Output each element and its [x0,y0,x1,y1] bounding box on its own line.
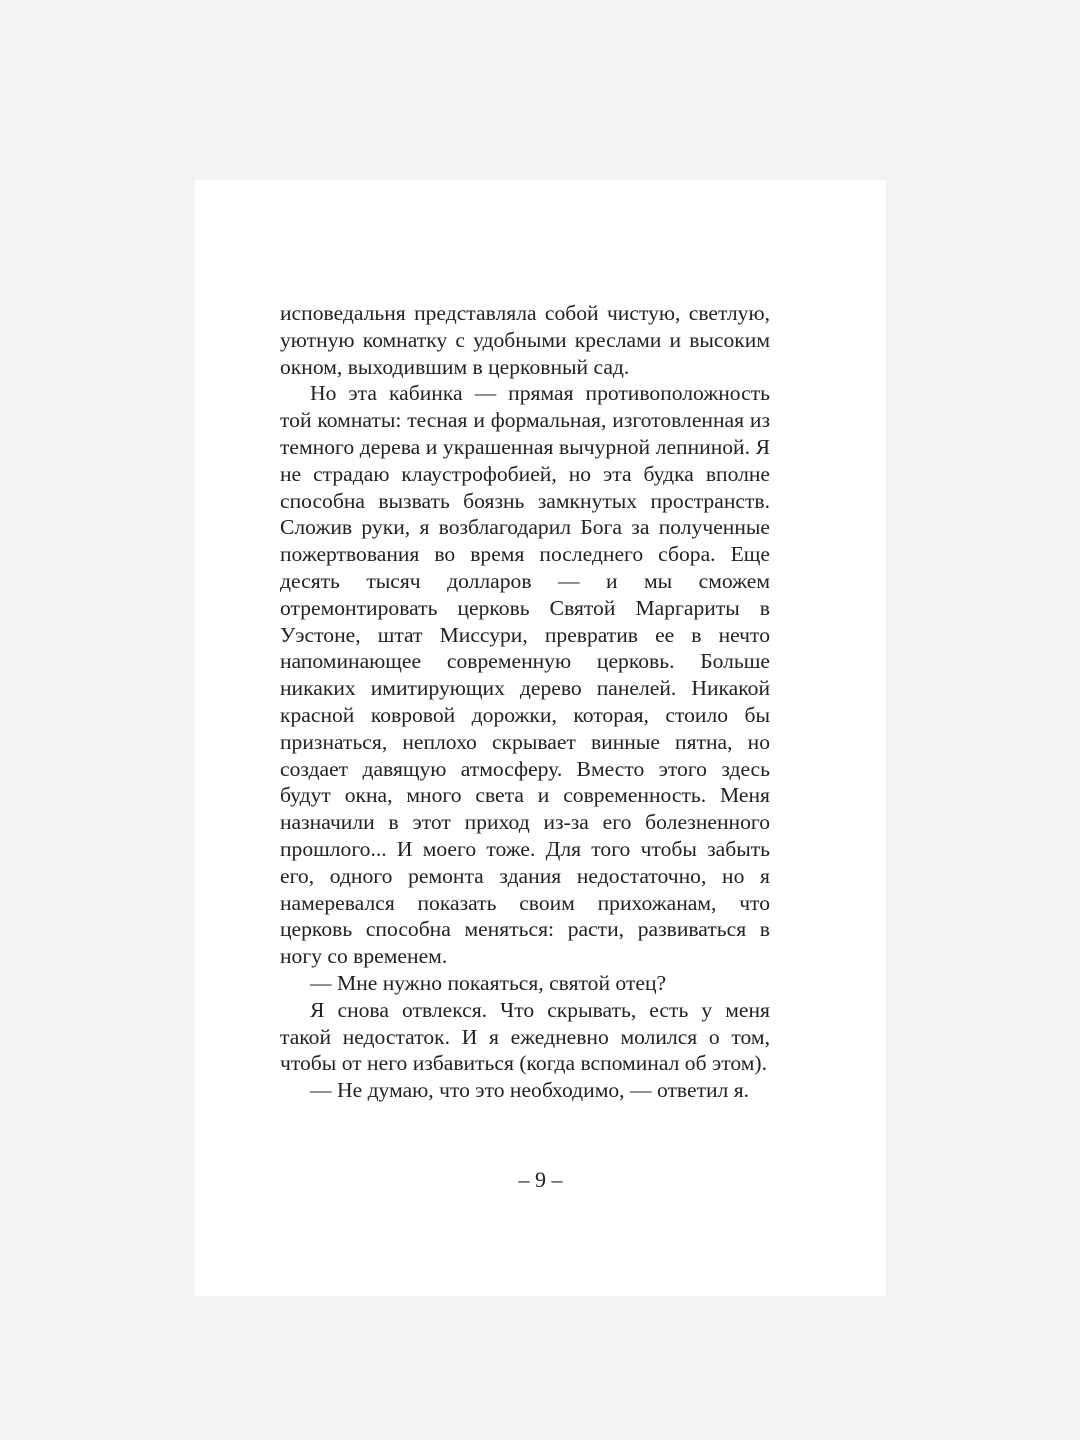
paragraph-2: Но эта кабинка — прямая противоположность той комнаты: тесная и формальная, изготовленная из темного дерева и украшенная вычурной лепниной. Я не страдаю клаустрофобией, но эта будка вполне способна вызвать боязнь замкнутых пространств. Сложив руки, я возблагодарил Бога за полученные пожертвования во время последнего сбора. Еще десять тысяч долларов — и мы сможем отремонтировать церковь Святой Маргариты в Уэстоне, штат Миссури, превратив ее в нечто напоминающее современную церковь. Больше никаких имитирующих дерево панелей. Никакой красной ковровой дорожки, которая, стоило бы признаться, неплохо скрывает винные пятна, но создает давящую атмосферу. Вместо этого здесь будут окна, много света и современность. Меня назначили в этот приход из-за его болезненного прошлого... И моего тоже. Для того чтобы забыть его, одного ремонта здания недостаточно, но я намеревался показать своим прихожанам, что церковь способна меняться: расти, развиваться в ногу со временем. [280,381,770,969]
paragraph-5: — Не думаю, что это необходимо, — ответил я. [310,1078,750,1103]
page-number: – 9 – [518,1167,563,1192]
paragraph-1: исповедальня представляла собой чистую, светлую, уютную комнатку с удобными креслами и высоким окном, выходившим в церковный сад. [280,301,770,379]
paragraph-4: Я снова отвлекся. Что скрывать, есть у меня такой недостаток. И я ежедневно молился о том, чтобы от него избавиться (когда вспоминал об этом). [280,997,770,1076]
book-page [195,180,886,1296]
body-text [280,300,770,1104]
paragraph-3: — Мне нужно покаяться, святой отец? [310,970,667,995]
